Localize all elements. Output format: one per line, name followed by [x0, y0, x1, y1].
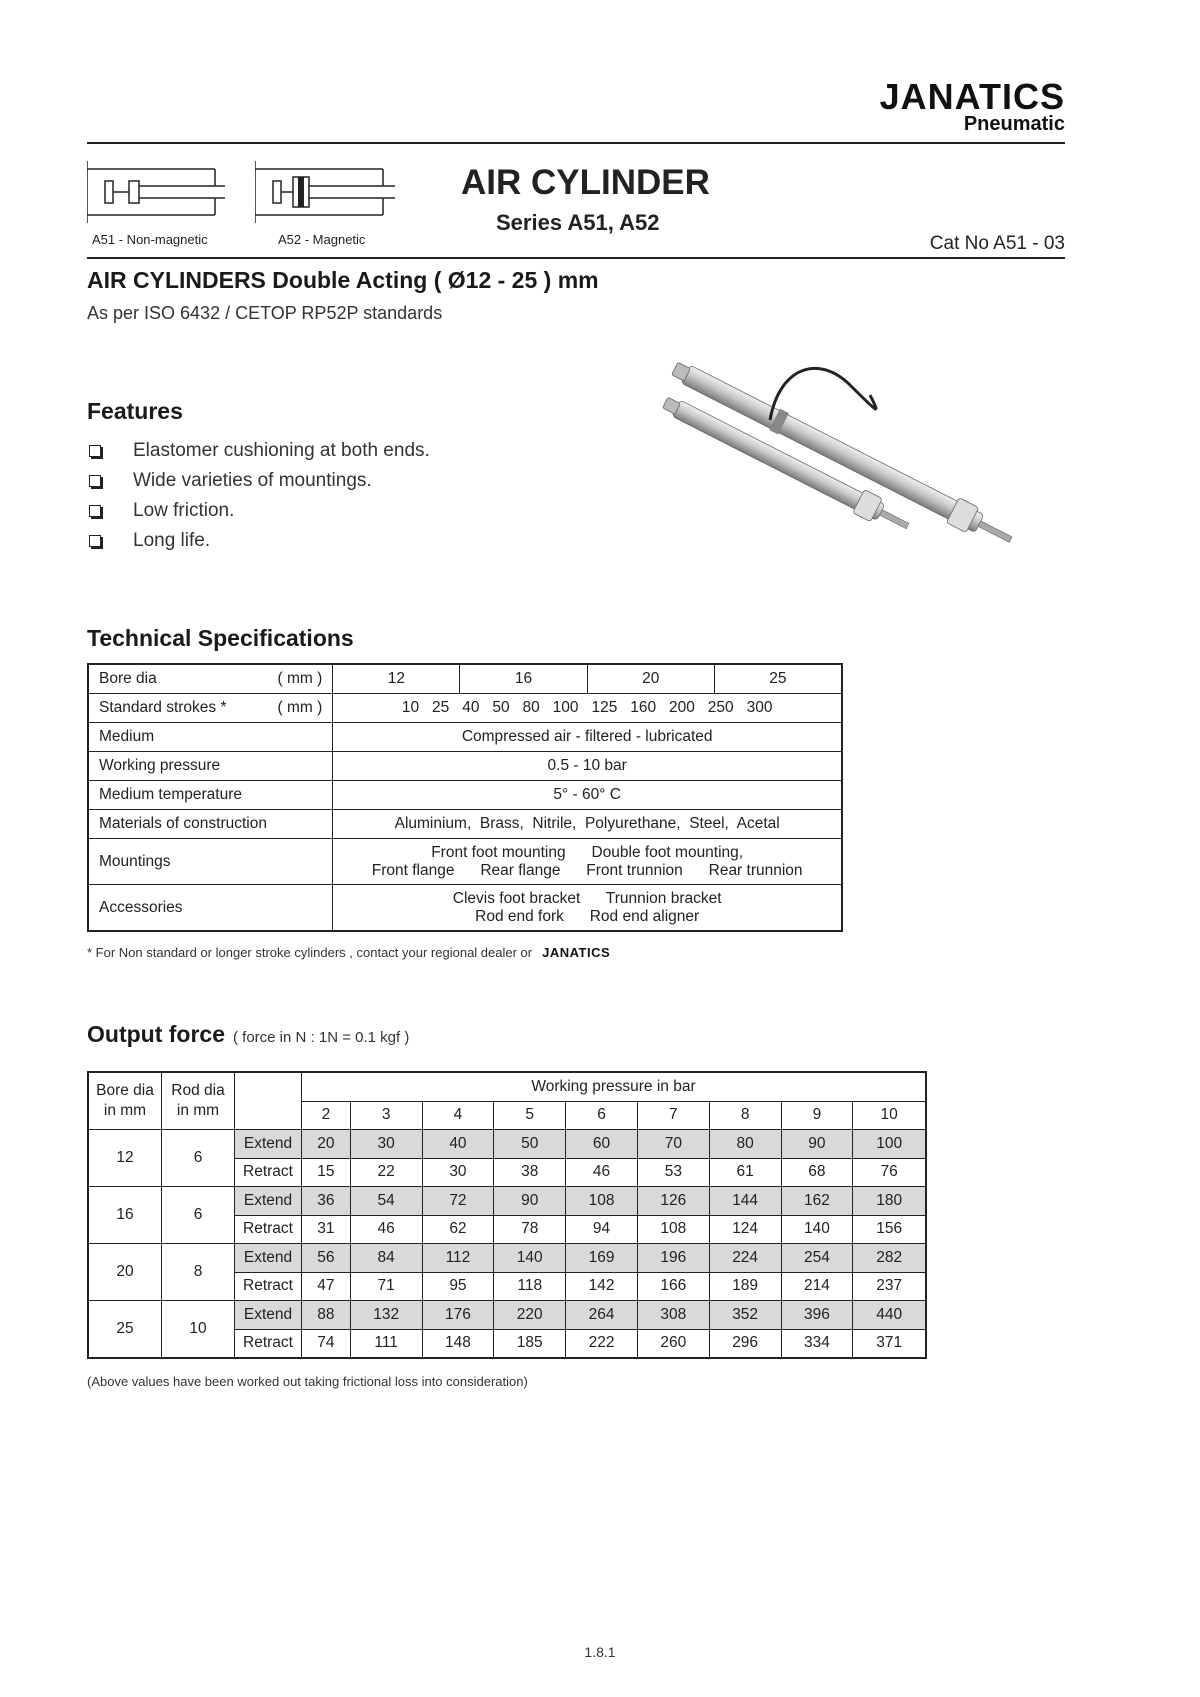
force-value-cell: 264 [566, 1301, 638, 1330]
a52-symbol-icon [255, 153, 405, 233]
force-value-cell: 140 [494, 1244, 566, 1273]
spec-label: Standard strokes * ( mm ) [88, 694, 333, 723]
brand-subtitle: Pneumatic [963, 113, 1065, 135]
retract-label-cell: Retract [235, 1272, 302, 1301]
list-item: Low friction. [87, 496, 430, 526]
column-header-bore: Bore dia in mm [88, 1072, 162, 1130]
force-value-cell: 78 [494, 1215, 566, 1244]
spec-label: Mountings [88, 839, 333, 885]
table-row [88, 664, 842, 694]
force-value-cell: 118 [494, 1272, 566, 1301]
pressure-header-cell: 3 [350, 1101, 422, 1130]
rod-cell: 6 [162, 1130, 235, 1187]
force-value-cell: 30 [422, 1158, 494, 1187]
table-cell: Front foot mounting Double foot mounting, Front flange Rear flange Front trunnion Rear trunnion [333, 839, 842, 885]
tech-specs-table [87, 663, 843, 932]
extend-label-cell: Extend [235, 1187, 302, 1216]
force-value-cell: 352 [709, 1301, 781, 1330]
a51-symbol-icon [87, 153, 227, 233]
force-value-cell: 94 [566, 1215, 638, 1244]
brand-name: JANATICS [879, 76, 1065, 117]
force-value-cell: 61 [709, 1158, 781, 1187]
force-value-cell: 169 [566, 1244, 638, 1273]
force-value-cell: 90 [494, 1187, 566, 1216]
list-item: Elastomer cushioning at both ends. [87, 436, 430, 466]
force-value-cell: 38 [494, 1158, 566, 1187]
force-value-cell: 111 [350, 1329, 422, 1358]
force-value-cell: 254 [781, 1244, 853, 1273]
table-cell: 20 [587, 664, 714, 694]
extend-label-cell: Extend [235, 1130, 302, 1159]
table-row [88, 839, 842, 885]
force-value-cell: 70 [637, 1130, 709, 1159]
output-force-table [87, 1071, 927, 1359]
list-item: Long life. [87, 526, 430, 556]
force-value-cell: 144 [709, 1187, 781, 1216]
force-value-cell: 142 [566, 1272, 638, 1301]
column-header-pressure: Working pressure in bar [302, 1072, 927, 1101]
force-value-cell: 88 [302, 1301, 351, 1330]
force-value-cell: 396 [781, 1301, 853, 1330]
table-cell: Compressed air - filtered - lubricated [333, 723, 842, 752]
header-rule-top [87, 142, 1065, 144]
spec-label: Materials of construction [88, 810, 333, 839]
pressure-header-cell: 5 [494, 1101, 566, 1130]
features-heading: Features [87, 398, 183, 424]
spec-label: Medium temperature [88, 781, 333, 810]
force-value-cell: 148 [422, 1329, 494, 1358]
rod-cell: 8 [162, 1244, 235, 1301]
pressure-header-cell: 10 [853, 1101, 926, 1130]
a52-caption: A52 - Magnetic [278, 232, 366, 247]
column-header-rod: Rod dia in mm [162, 1072, 235, 1130]
force-value-cell: 162 [781, 1187, 853, 1216]
force-value-cell: 124 [709, 1215, 781, 1244]
bore-cell: 20 [88, 1244, 162, 1301]
force-value-cell: 108 [637, 1215, 709, 1244]
force-value-cell: 71 [350, 1272, 422, 1301]
force-value-cell: 62 [422, 1215, 494, 1244]
spec-label: Working pressure [88, 752, 333, 781]
spec-label: Accessories [88, 885, 333, 932]
force-value-cell: 22 [350, 1158, 422, 1187]
force-value-cell: 220 [494, 1301, 566, 1330]
bore-cell: 12 [88, 1130, 162, 1187]
list-item: Wide varieties of mountings. [87, 466, 430, 496]
pressure-header-cell: 6 [566, 1101, 638, 1130]
table-row [88, 1301, 926, 1330]
force-value-cell: 176 [422, 1301, 494, 1330]
table-cell: Clevis foot bracket Trunnion bracket Rod end fork Rod end aligner [333, 885, 842, 932]
force-value-cell: 100 [853, 1130, 926, 1159]
force-value-cell: 80 [709, 1130, 781, 1159]
table-row [88, 694, 842, 723]
force-value-cell: 185 [494, 1329, 566, 1358]
force-value-cell: 112 [422, 1244, 494, 1273]
table-row [88, 752, 842, 781]
extend-label-cell: Extend [235, 1301, 302, 1330]
checkbox-bullet-icon [89, 535, 101, 547]
table-cell: Aluminium, Brass, Nitrile, Polyurethane, Steel, Acetal [333, 810, 842, 839]
table-cell: 0.5 - 10 bar [333, 752, 842, 781]
table-row [88, 1130, 926, 1159]
force-value-cell: 140 [781, 1215, 853, 1244]
checkbox-bullet-icon [89, 445, 101, 457]
force-value-cell: 440 [853, 1301, 926, 1330]
force-value-cell: 60 [566, 1130, 638, 1159]
force-value-cell: 84 [350, 1244, 422, 1273]
force-value-cell: 126 [637, 1187, 709, 1216]
force-value-cell: 95 [422, 1272, 494, 1301]
force-value-cell: 224 [709, 1244, 781, 1273]
table-header-row [88, 1072, 926, 1101]
force-value-cell: 46 [350, 1215, 422, 1244]
table-row [88, 1244, 926, 1273]
table-cell: 12 [333, 664, 460, 694]
table-cell: 16 [460, 664, 587, 694]
pressure-header-cell: 2 [302, 1101, 351, 1130]
force-value-cell: 47 [302, 1272, 351, 1301]
force-value-cell: 108 [566, 1187, 638, 1216]
force-value-cell: 76 [853, 1158, 926, 1187]
force-value-cell: 237 [853, 1272, 926, 1301]
force-value-cell: 68 [781, 1158, 853, 1187]
pressure-header-cell: 9 [781, 1101, 853, 1130]
force-value-cell: 56 [302, 1244, 351, 1273]
table-row [88, 723, 842, 752]
force-value-cell: 371 [853, 1329, 926, 1358]
page-title: AIR CYLINDER [461, 163, 710, 202]
force-value-cell: 50 [494, 1130, 566, 1159]
product-heading: AIR CYLINDERS Double Acting ( Ø12 - 25 ) mm [87, 267, 599, 293]
force-value-cell: 282 [853, 1244, 926, 1273]
column-header-action [235, 1072, 302, 1130]
table-cell: 5° - 60° C [333, 781, 842, 810]
table-row [88, 781, 842, 810]
extend-label-cell: Extend [235, 1244, 302, 1273]
rod-cell: 10 [162, 1301, 235, 1359]
force-value-cell: 15 [302, 1158, 351, 1187]
force-value-cell: 296 [709, 1329, 781, 1358]
pressure-header-cell: 8 [709, 1101, 781, 1130]
pressure-header-cell: 7 [637, 1101, 709, 1130]
spec-label: Medium [88, 723, 333, 752]
spec-label: Bore dia ( mm ) [88, 664, 333, 694]
force-note: (Above values have been worked out taking frictional loss into consideration) [87, 1374, 528, 1389]
force-value-cell: 40 [422, 1130, 494, 1159]
table-row [88, 885, 842, 932]
a51-caption: A51 - Non-magnetic [92, 232, 208, 247]
force-value-cell: 72 [422, 1187, 494, 1216]
force-value-cell: 308 [637, 1301, 709, 1330]
tech-specs-heading: Technical Specifications [87, 625, 354, 651]
force-value-cell: 53 [637, 1158, 709, 1187]
force-value-cell: 222 [566, 1329, 638, 1358]
header-rule-bottom [87, 257, 1065, 259]
features-list [87, 436, 430, 556]
bore-cell: 25 [88, 1301, 162, 1359]
retract-label-cell: Retract [235, 1329, 302, 1358]
rod-cell: 6 [162, 1187, 235, 1244]
force-value-cell: 132 [350, 1301, 422, 1330]
force-value-cell: 196 [637, 1244, 709, 1273]
spec-footnote: * For Non standard or longer stroke cylinders , contact your regional dealer or JANATICS [87, 945, 611, 960]
force-value-cell: 156 [853, 1215, 926, 1244]
pressure-header-cell: 4 [422, 1101, 494, 1130]
output-force-heading: Output force ( force in N : 1N = 0.1 kgf ) [87, 1021, 410, 1047]
brand-logo [879, 76, 1065, 135]
series-label: Series A51, A52 [496, 210, 660, 235]
force-value-cell: 214 [781, 1272, 853, 1301]
force-value-cell: 31 [302, 1215, 351, 1244]
force-value-cell: 90 [781, 1130, 853, 1159]
table-row [88, 1187, 926, 1216]
force-value-cell: 166 [637, 1272, 709, 1301]
retract-label-cell: Retract [235, 1158, 302, 1187]
force-value-cell: 36 [302, 1187, 351, 1216]
bore-cell: 16 [88, 1187, 162, 1244]
force-value-cell: 189 [709, 1272, 781, 1301]
page-number: 1.8.1 [584, 1644, 616, 1660]
force-value-cell: 180 [853, 1187, 926, 1216]
checkbox-bullet-icon [89, 475, 101, 487]
force-value-cell: 74 [302, 1329, 351, 1358]
footnote-brand-logo: JANATICS [542, 945, 611, 960]
table-row [88, 810, 842, 839]
product-photo [660, 345, 1060, 555]
force-value-cell: 260 [637, 1329, 709, 1358]
force-value-cell: 334 [781, 1329, 853, 1358]
catalog-number: Cat No A51 - 03 [929, 233, 1065, 254]
standards-text: As per ISO 6432 / CETOP RP52P standards [87, 303, 443, 323]
force-value-cell: 54 [350, 1187, 422, 1216]
table-cell: 25 [714, 664, 842, 694]
force-value-cell: 46 [566, 1158, 638, 1187]
retract-label-cell: Retract [235, 1215, 302, 1244]
checkbox-bullet-icon [89, 505, 101, 517]
force-value-cell: 30 [350, 1130, 422, 1159]
force-value-cell: 20 [302, 1130, 351, 1159]
table-cell: 10 25 40 50 80 100 125 160 200 250 300 [333, 694, 842, 723]
